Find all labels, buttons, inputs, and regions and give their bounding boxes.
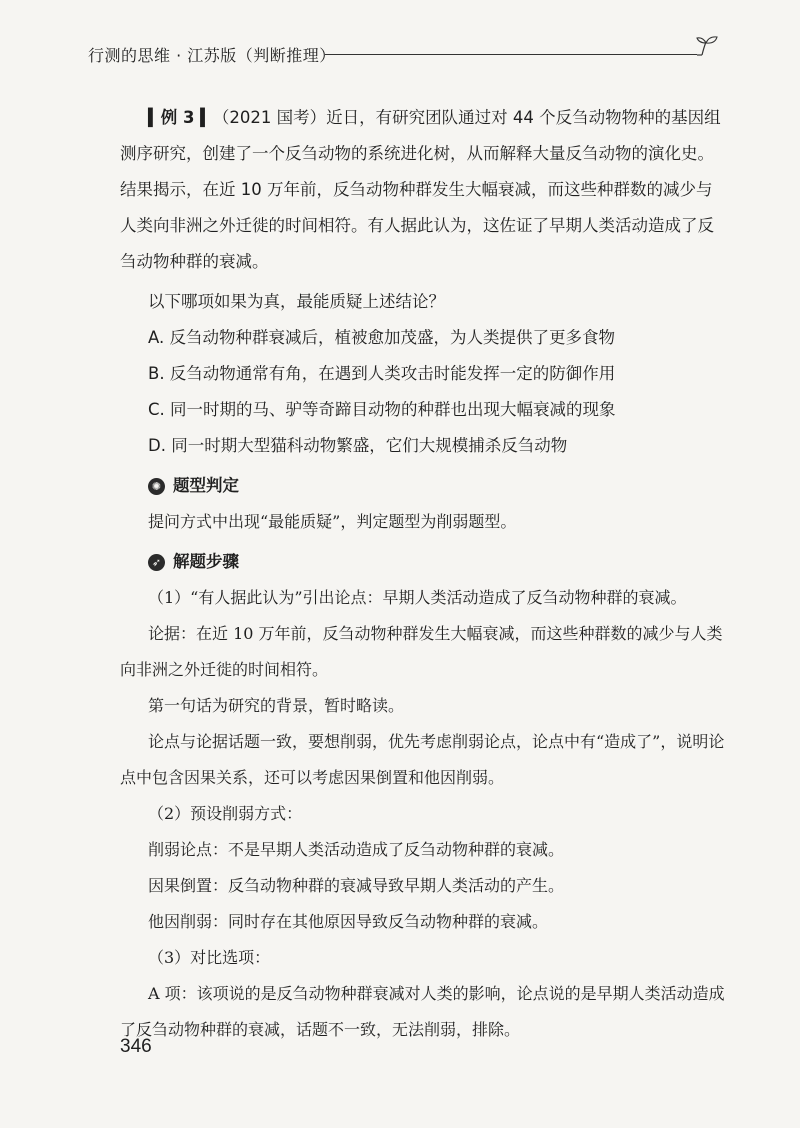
step-1: （1）“有人据此认为”引出论点：早期人类活动造成了反刍动物种群的衰减。 (148, 588, 687, 607)
option-a: A. 反刍动物种群衰减后，植被愈加茂盛，为人类提供了更多食物 (148, 328, 615, 347)
page-number: 346 (120, 1036, 152, 1057)
running-header (88, 35, 728, 71)
example-body: 近日，有研究团队通过对 44 个反刍动物物种的基因组测序研究，创建了一个反刍动物的系统进化树，从而解释大量反刍动物的演化史。结果揭示，在近 10 万年前，反刍动物种群发生大幅衰减，而这些种群数的减少与人类向非洲之外迁徙的时间相符。有人据此认为，这佐证了早期人类活动造成了反刍动物种群的衰减。 (120, 108, 721, 271)
target-icon: ➶ (148, 554, 165, 571)
step-2: （2）预设削弱方式： (148, 804, 303, 823)
type-heading-text: 题型判定 (173, 476, 239, 495)
gear-icon: ✺ (148, 478, 165, 495)
example-source: （2021 国考） (212, 108, 327, 127)
step-3: （3）对比选项： (148, 948, 271, 967)
page-body (120, 100, 725, 1048)
evidence-text: 论据：在近 10 万年前，反刍动物种群发生大幅衰减，而这些种群数的减少与人类向非洲之外迁徙的时间相符。 (120, 624, 723, 679)
type-section-heading (120, 468, 725, 504)
weaken-argument: 削弱论点：不是早期人类活动造成了反刍动物种群的衰减。 (148, 840, 565, 859)
example-paragraph (120, 100, 725, 280)
header-rule (325, 54, 697, 55)
background-text: 第一句话为研究的背景，暂时略读。 (148, 696, 405, 715)
bar-left: ▍ (148, 108, 161, 127)
option-d: D. 同一时期大型猫科动物繁盛，它们大规模捕杀反刍动物 (148, 436, 568, 455)
solution-heading-text: 解题步骤 (173, 552, 239, 571)
example-label: 例 3 (160, 108, 195, 127)
book-title: 行测的思维 · 江苏版（判断推理） (88, 46, 336, 65)
weaken-other-cause: 他因削弱：同时存在其他原因导致反刍动物种群的衰减。 (148, 912, 549, 931)
analysis-text: 论点与论据话题一致，要想削弱，优先考虑削弱论点，论点中有“造成了”，说明论点中包含因果关系，还可以考虑因果倒置和他因削弱。 (120, 732, 725, 787)
option-c: C. 同一时期的马、驴等奇蹄目动物的种群也出现大幅衰减的现象 (148, 400, 616, 419)
sprout-icon (694, 35, 720, 57)
bar-right: ▍ (194, 108, 213, 127)
option-a-analysis: A 项：该项说的是反刍动物种群衰减对人类的影响，论点说的是早期人类活动造成了反刍动物种群的衰减，话题不一致，无法削弱，排除。 (120, 984, 725, 1039)
option-b: B. 反刍动物通常有角，在遇到人类攻击时能发挥一定的防御作用 (148, 364, 616, 383)
weaken-reverse-cause: 因果倒置：反刍动物种群的衰减导致早期人类活动的产生。 (148, 876, 565, 895)
type-section-text: 提问方式中出现“最能质疑”，判定题型为削弱题型。 (148, 512, 517, 531)
solution-section-heading (120, 544, 725, 580)
question-text: 以下哪项如果为真，最能质疑上述结论？ (148, 292, 445, 311)
